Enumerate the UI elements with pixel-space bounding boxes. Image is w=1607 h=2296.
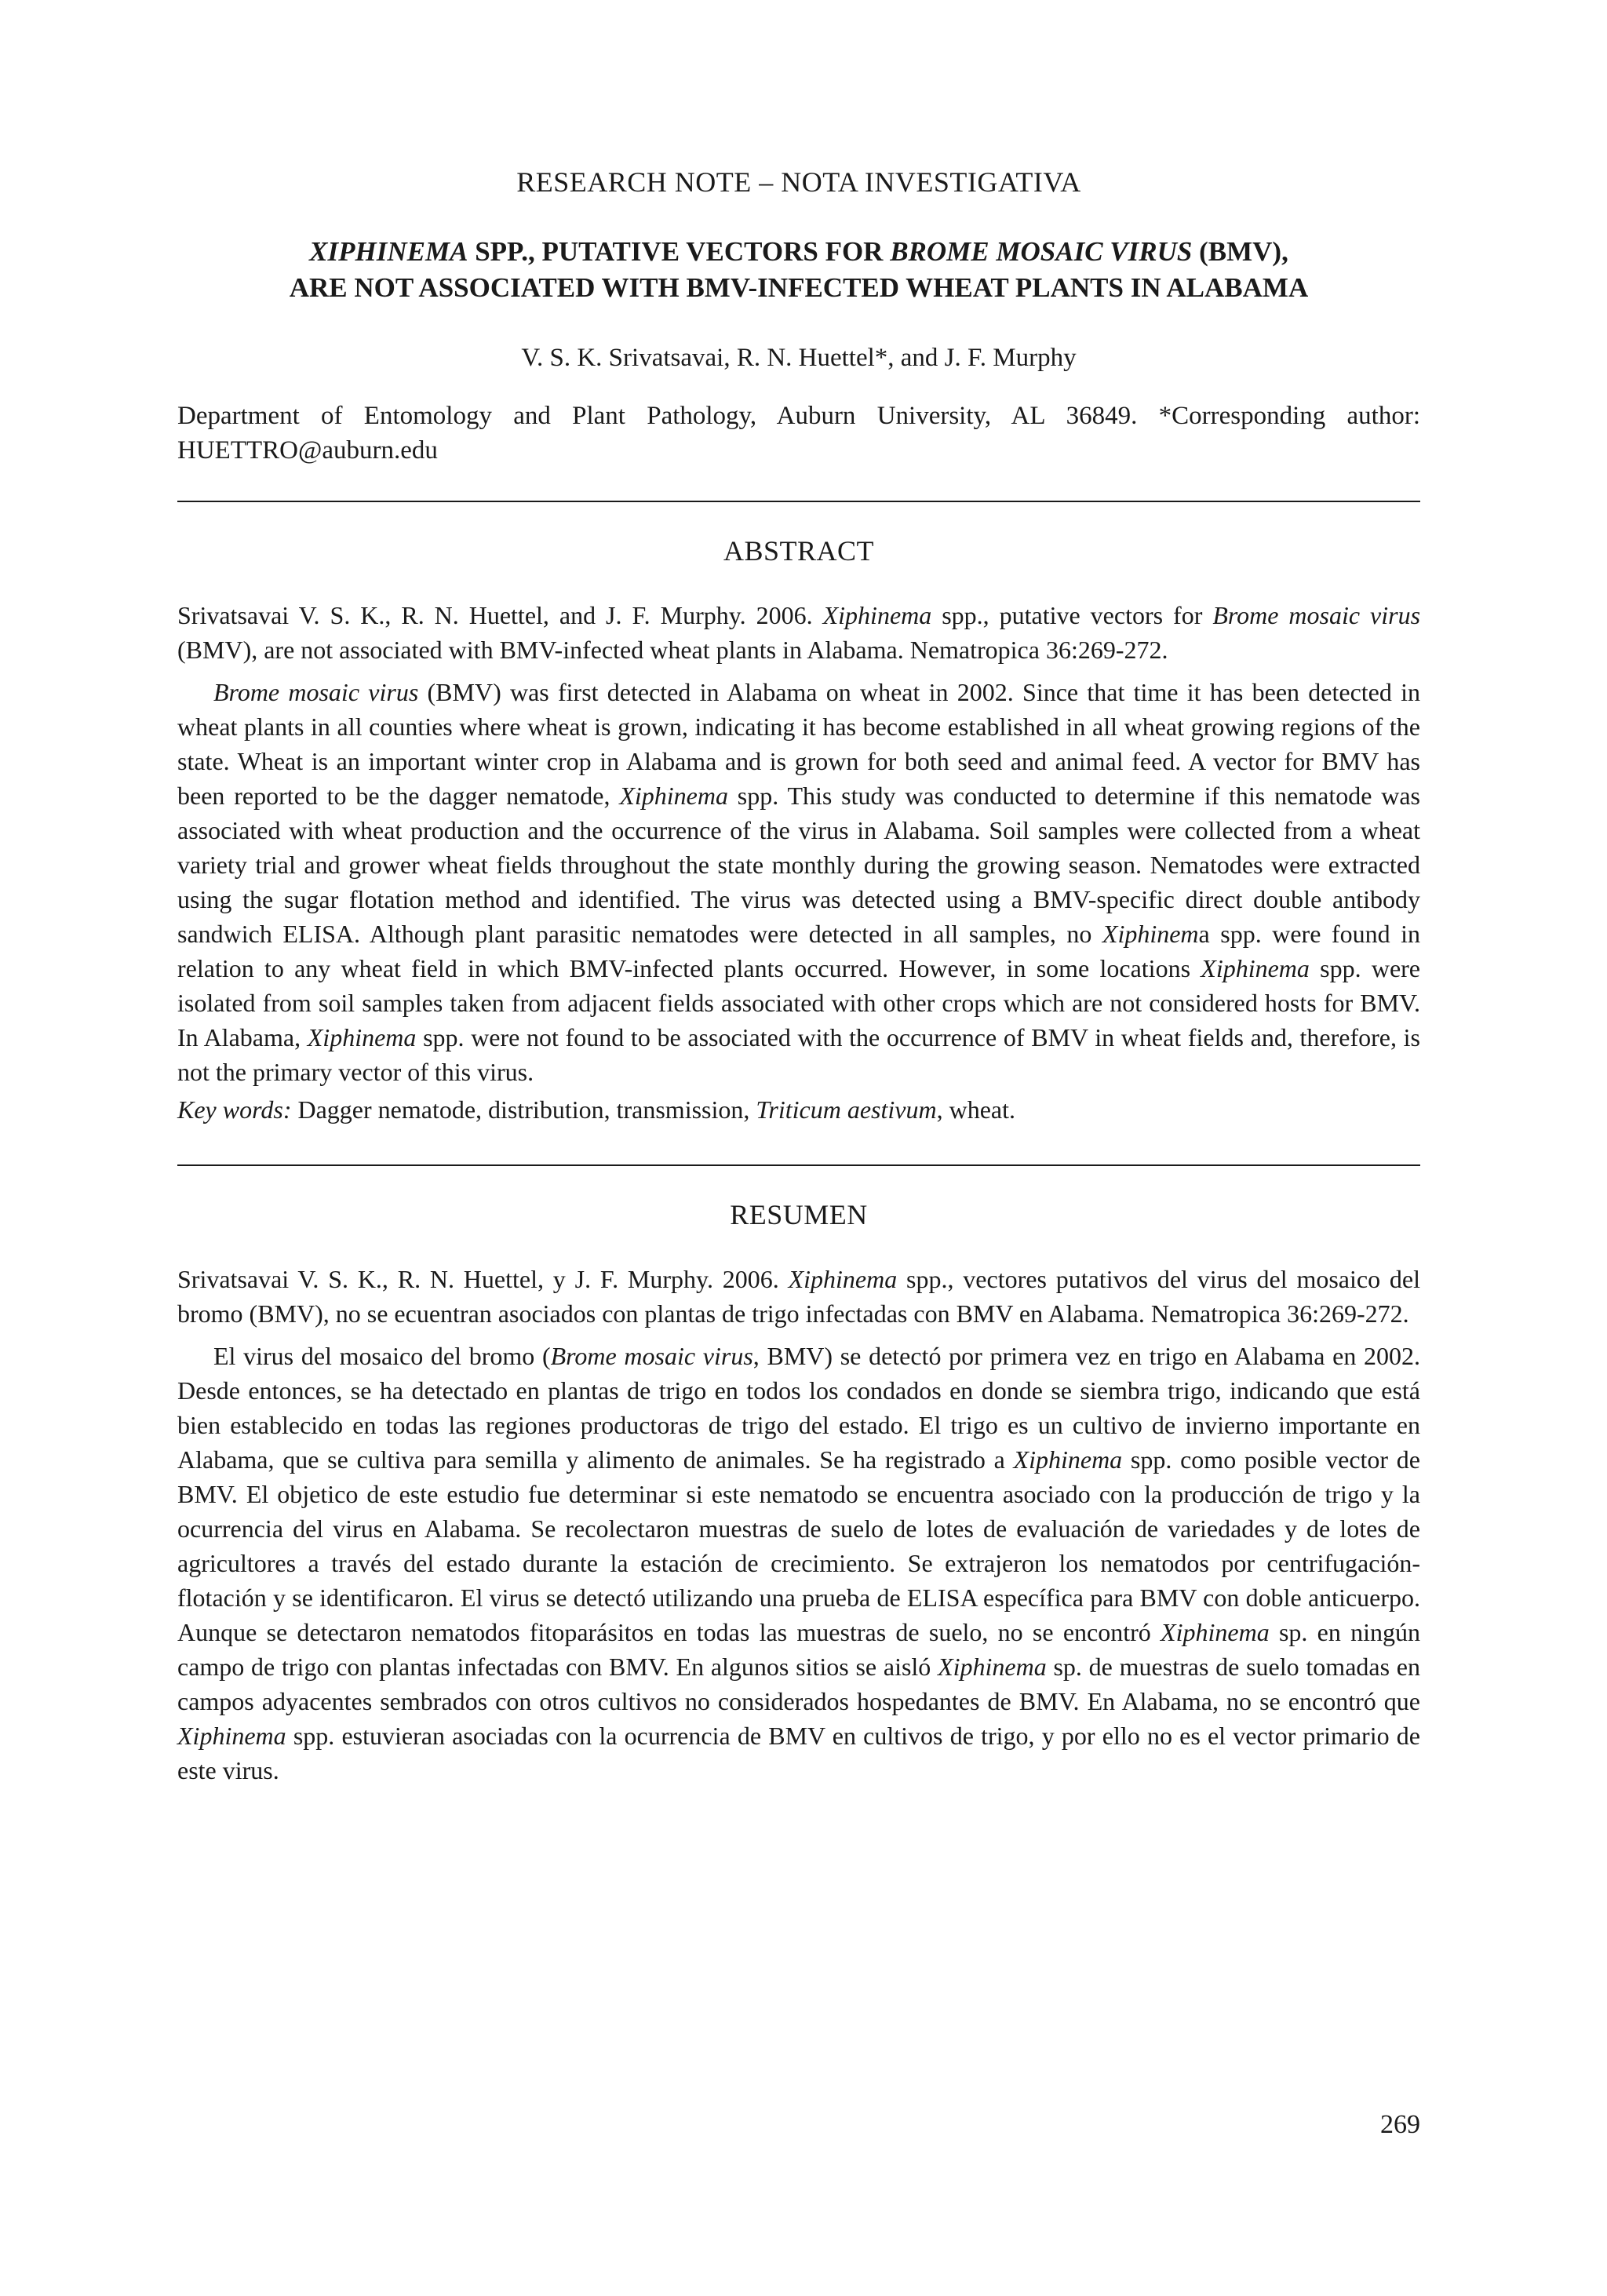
abstract-heading: ABSTRACT bbox=[723, 535, 875, 567]
body-italic: Brome mosaic virus bbox=[550, 1342, 753, 1370]
keywords-label: Key words: bbox=[177, 1095, 292, 1124]
citation-italic: Xiphinema bbox=[788, 1265, 898, 1293]
body-text: spp. were isolated from soil samples taken from adjacent fields associated with other crops which are not considered hosts for BMV. In Alabama, bbox=[177, 954, 1421, 1051]
keywords-text: Dagger nematode, distribution, transmission, bbox=[291, 1095, 756, 1124]
citation-italic: Brome mosaic virus bbox=[1212, 601, 1421, 629]
keywords bbox=[177, 1092, 1420, 1127]
body-italic: Xiphinema bbox=[619, 782, 728, 810]
citation-italic: Xiphinema bbox=[822, 601, 932, 629]
section-divider bbox=[177, 1164, 1420, 1166]
body-text: sp. en ningún campo de trigo con plantas infectadas con BMV. En algunos sitios se aisló bbox=[177, 1618, 1421, 1681]
resumen-citation bbox=[177, 1262, 1420, 1331]
body-text: spp. were not found to be associated with the occurrence of BMV in wheat fields and, therefore, is not the primary vector of this virus. bbox=[177, 1023, 1421, 1086]
abstract-body bbox=[177, 675, 1420, 1089]
body-text: (BMV) was first detected in Alabama on wheat in 2002. Since that time it has been detected in wheat plants in all counties where wheat is grown, indicating it has become established in all wheat growing regions of the state. Wheat is an important winter crop in Alabama and is grown for both seed and animal feed. A vector for BMV has been reported to be the dagger nematode, bbox=[177, 678, 1421, 810]
title-line-1 bbox=[309, 236, 1288, 267]
body-italic: Xiphinema bbox=[307, 1023, 417, 1051]
citation-text: (BMV), are not associated with BMV-infected wheat plants in Alabama. Nematropica 36:269-272. bbox=[177, 636, 1168, 664]
abstract-citation bbox=[177, 598, 1420, 667]
citation-text: Srivatsavai V. S. K., R. N. Huettel, y J. F. Murphy. 2006. bbox=[177, 1265, 789, 1293]
keywords-text: , wheat. bbox=[936, 1095, 1015, 1124]
section-divider bbox=[177, 501, 1420, 502]
title-text: (BMV), bbox=[1192, 236, 1288, 267]
page-content bbox=[177, 165, 1420, 1788]
body-italic: Xiphinema bbox=[1201, 954, 1310, 982]
body-italic: Xiphinema bbox=[1161, 1618, 1270, 1646]
body-italic: Xiphinem bbox=[1102, 920, 1199, 948]
citation-text: spp., vectores putativos del virus del mosaico del bromo (BMV), no se ecuentran asociados con plantas de trigo infectadas con BMV en Alabama. Nematropica 36:269-272. bbox=[177, 1265, 1421, 1328]
author-affiliation: Department of Entomology and Plant Pathology, Auburn University, AL 36849. *Corresponding author: HUETTRO@auburn.edu bbox=[177, 402, 1420, 465]
title-line-2: ARE NOT ASSOCIATED WITH BMV-INFECTED WHEAT PLANTS IN ALABAMA bbox=[289, 272, 1309, 303]
resumen-body bbox=[177, 1339, 1420, 1788]
body-text: spp. This study was conducted to determine if this nematode was associated with wheat production and the occurrence of the virus in Alabama. Soil samples were collected from a wheat variety trial and grower wheat fields throughout the state monthly during the growing season. Nematodes were extracted using the sugar flotation method and identified. The virus was detected using a BMV-specific direct double antibody sandwich ELISA. Although plant parasitic nematodes were detected in all samples, no bbox=[177, 782, 1421, 948]
body-text: spp. estuvieran asociadas con la ocurrencia de BMV en cultivos de trigo, y por ello no es el vector primario de este virus. bbox=[177, 1722, 1420, 1784]
keywords-italic: Triticum aestivum bbox=[756, 1095, 937, 1124]
body-text: sp. de muestras de suelo tomadas en campos adyacentes sembrados con otros cultivos no considerados hospedantes de BMV. En Alabama, no se encontró que bbox=[177, 1653, 1421, 1715]
article-title bbox=[177, 234, 1420, 306]
body-italic: Xiphinema bbox=[177, 1722, 286, 1750]
body-italic: Xiphinema bbox=[938, 1653, 1047, 1681]
research-note-label: RESEARCH NOTE – NOTA INVESTIGATIVA bbox=[516, 166, 1081, 198]
body-text: El virus del mosaico del bromo ( bbox=[213, 1342, 551, 1370]
title-virus-name: BROME MOSAIC VIRUS bbox=[890, 236, 1193, 267]
body-text: spp. como posible vector de BMV. El objetico de este estudio fue determinar si este nematodo se encuentra asociado con la producción de trigo y la ocurrencia del virus en Alabama. Se recolectaron muestras de suelo de lotes de evaluación de variedades y de lotes de agricultores a través del estado durante la estación de crecimiento. Se extrajeron los nematodos por centrifugación-flotación y se identificaron. El virus se detectó utilizando una prueba de ELISA específica para BMV con doble anticuerpo. Aunque se detectaron nematodos fitoparásitos en todas las muestras de suelo, no se encontró bbox=[177, 1445, 1421, 1646]
body-italic: Brome mosaic virus bbox=[213, 678, 419, 706]
citation-text: Srivatsavai V. S. K., R. N. Huettel, and J. F. Murphy. 2006. bbox=[177, 601, 823, 629]
body-text: , BMV) se detectó por primera vez en trigo en Alabama en 2002. Desde entonces, se ha detectado en plantas de trigo en todos los condados en donde se siembra trigo, indicando que está bien establecido en todas las regiones productoras de trigo del estado. El trigo es un cultivo de invierno importante en Alabama, que se cultiva para semilla y alimento de animales. Se ha registrado a bbox=[177, 1342, 1421, 1474]
author-list: V. S. K. Srivatsavai, R. N. Huettel*, and J. F. Murphy bbox=[521, 344, 1077, 372]
page-number: 269 bbox=[1380, 2110, 1420, 2139]
body-italic: Xiphinema bbox=[1013, 1445, 1123, 1474]
resumen-heading: RESUMEN bbox=[730, 1199, 868, 1230]
title-text: SPP., PUTATIVE VECTORS FOR bbox=[468, 236, 891, 267]
citation-text: spp., putative vectors for bbox=[931, 601, 1213, 629]
body-text: a spp. were found in relation to any wheat field in which BMV-infected plants occurred. However, in some locations bbox=[177, 920, 1421, 982]
title-genus: XIPHINEMA bbox=[309, 236, 468, 267]
